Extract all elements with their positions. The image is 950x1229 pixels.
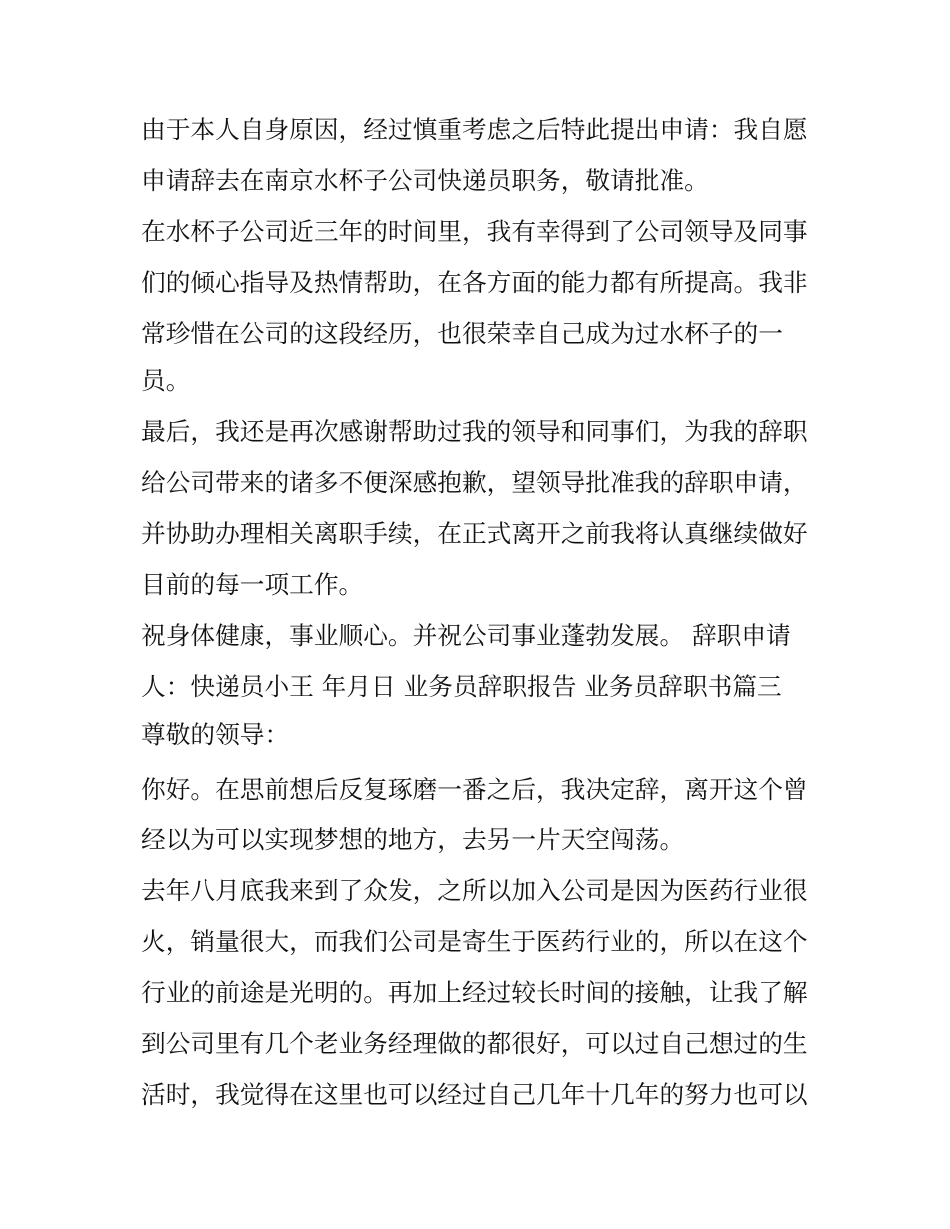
text-line: 员。 — [141, 366, 191, 395]
text-line: 火，销量很大，而我们公司是寄生于医药行业的，所以在这个 — [141, 927, 808, 956]
text-line: 经以为可以实现梦想的地方，去另一片天空闯荡。 — [141, 825, 685, 854]
text-line: 到公司里有几个老业务经理做的都很好，可以过自己想过的生 — [141, 1029, 808, 1058]
text-line: 给公司带来的诸多不便深感抱歉，望领导批准我的辞职申请， — [141, 468, 808, 497]
text-line: 人：快递员小王 年月日 业务员辞职报告 业务员辞职书篇三 — [141, 672, 782, 701]
text-line: 在水杯子公司近三年的时间里，我有幸得到了公司领导及同事 — [141, 217, 808, 246]
text-line: 并协助办理相关离职手续，在正式离开之前我将认真继续做好 — [141, 519, 808, 548]
text-line: 申请辞去在南京水杯子公司快递员职务，敬请批准。 — [141, 166, 709, 195]
text-line: 目前的每一项工作。 — [141, 570, 364, 599]
text-line: 祝身体健康，事业顺心。并祝公司事业蓬勃发展。 辞职申请 — [141, 621, 791, 650]
text-line: 最后，我还是再次感谢帮助过我的领导和同事们，为我的辞职 — [141, 417, 808, 446]
text-line: 你好。在思前想后反复琢磨一番之后，我决定辞，离开这个曾 — [141, 775, 808, 804]
text-line: 常珍惜在公司的这段经历，也很荣幸自己成为过水杯子的一 — [141, 319, 783, 348]
text-line: 去年八月底我来到了众发，之所以加入公司是因为医药行业很 — [141, 876, 808, 905]
text-line: 们的倾心指导及热情帮助，在各方面的能力都有所提高。我非 — [141, 268, 808, 297]
text-line: 行业的前途是光明的。再加上经过较长时间的接触，让我了解 — [141, 978, 808, 1007]
text-line: 活时，我觉得在这里也可以经过自己几年十几年的努力也可以 — [141, 1080, 808, 1109]
text-line: 由于本人自身原因，经过慎重考虑之后特此提出申请：我自愿 — [141, 115, 808, 144]
text-line: 尊敬的领导： — [141, 720, 290, 749]
